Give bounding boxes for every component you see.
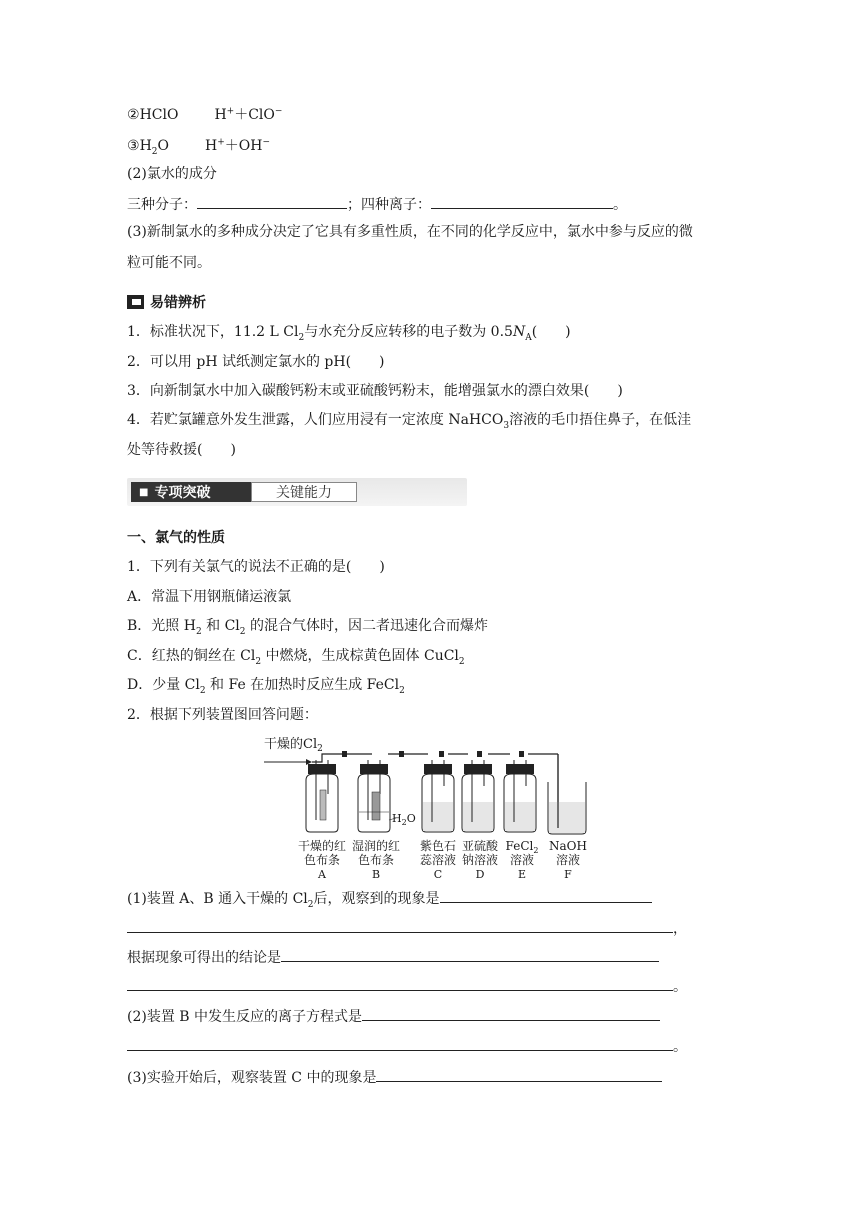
question-text: (3)实验开始后，观察装置 C 中的现象是 [127,1070,377,1086]
item-text: 4．若贮氯罐意外发生泄露，人们应用浸有一定浓度 NaHCO [127,412,504,428]
eq-rhs-h: H [205,138,218,154]
eq-lhs-tail: O [157,138,169,154]
svg-text:NaOH: NaOH [549,839,587,853]
molecules-label: 三种分子： [127,197,197,213]
note3-line2: 粒可能不同。 [127,255,211,271]
ions-label: ；四种离子： [347,197,431,213]
item-text: 标准状况下，11.2 L Cl [149,324,299,340]
bottle-e [504,760,536,832]
svg-text:色布条: 色布条 [303,853,341,867]
svg-text:干燥的红: 干燥的红 [297,839,347,853]
svg-text:钠溶液: 钠溶液 [461,853,499,867]
eq-plus: ＋ [224,138,239,154]
q2-sub2-line [127,1006,660,1027]
question-text: 后，观察到的现象是 [313,891,440,907]
svg-text:亚硫酸: 亚硫酸 [461,839,499,853]
error-item-2: 2．可以用 pH 试纸测定氯水的 pH( ) [127,354,385,370]
water-label: $H_2O$ [392,812,416,827]
apparatus-diagram [258,730,598,880]
banner-right: 关键能力 [251,482,357,502]
eq-sup: + [226,106,235,117]
answer-blank[interactable] [281,947,659,962]
answer-blank[interactable] [127,1036,673,1051]
eq-rhs-oh: OH [238,138,263,154]
q1-option-d [127,675,405,695]
question-text: (1)装置 A、B 通入干燥的 Cl [127,891,308,907]
answer-blank[interactable] [127,976,673,991]
error-item-1 [127,322,571,342]
section-banner [127,478,467,506]
ions-blank[interactable] [431,194,613,209]
answer-bracket[interactable]: ( ) [531,324,571,340]
q1-stem: 1．下列有关氯气的说法不正确的是( ) [127,559,385,575]
error-item-4-line1 [127,410,691,430]
comma: ， [673,921,687,937]
svg-text:湿润的红: 湿润的红 [351,839,401,853]
bottle-b [358,760,396,832]
question-text: (2)装置 B 中发生反应的离子方程式是 [127,1009,363,1025]
svg-text:溶液: 溶液 [555,853,581,867]
composition-fill-line [127,194,627,215]
eq-lhs: H [139,138,152,154]
svg-text:蕊溶液: 蕊溶液 [419,853,457,867]
banner-left: ■ 专项突破 [131,482,251,502]
eq-number: ② [127,107,140,123]
q1-option-b [127,616,488,636]
error-item-3: 3．向新制氯水中加入碳酸钙粉末或亚硫酸钙粉末，能增强氯水的漂白效果( ) [127,383,623,399]
error-item-4-line2: 处等待救援( ) [127,442,236,458]
svg-text:溶液: 溶液 [509,853,535,867]
answer-blank[interactable] [440,888,652,903]
note3-line1: (3)新制氯水的多种成分决定了它具有多重性质，在不同的化学反应中，氯水中参与反应的微 [127,224,693,240]
subscript: 2 [307,899,314,910]
answer-blank[interactable] [127,918,673,933]
q2-sub2-continuation [127,1036,687,1057]
bottle-labels [298,838,587,880]
q2-sub1-continuation [127,918,687,939]
eq-sup: − [262,137,270,148]
eq-number: ③ [127,138,140,154]
avogadro-symbol: N [512,324,526,340]
subscript: A [525,332,532,343]
svg-text:FeCl2: FeCl$_2$ [505,839,539,855]
period: 。 [673,979,687,995]
bottle-d [462,760,494,832]
bottle-a [306,760,338,832]
option-text: 的混合气体时，因二者迅速化合而爆炸 [245,618,488,634]
option-text: D．少量 Cl [127,677,200,693]
q2-sub3-line [127,1067,662,1088]
period: 。 [673,1039,687,1055]
item-text: 溶液的毛巾捂住鼻子，在低洼 [509,412,692,428]
item-number: 1． [127,324,150,340]
subscript: 2 [458,656,465,667]
subscript: 2 [255,656,262,667]
option-text: 中燃烧，生成棕黄色固体 CuCl [261,648,459,664]
subscript: 2 [239,626,246,637]
error-section-heading [127,291,206,313]
svg-text:B: B [371,868,381,880]
option-text: 和 Cl [201,618,240,634]
option-text: C．红热的铜丝在 Cl [127,648,256,664]
option-text: B．光照 H [127,618,196,634]
q2-sub1-conclusion [127,947,659,968]
eq-sub: 2 [151,146,158,157]
q2-sub1-line [127,888,652,909]
answer-blank[interactable] [376,1067,662,1082]
eq-sup: + [217,137,225,148]
banner-left-label: 专项突破 [154,485,211,501]
eq-rhs-h: H [214,107,227,123]
subscript: 2 [298,332,305,343]
q1-option-c [127,646,465,666]
svg-text:色布条: 色布条 [357,853,395,867]
svg-text:E: E [517,868,527,880]
molecules-blank[interactable] [197,194,347,209]
subscript: 3 [503,420,510,431]
subscript: 2 [195,626,202,637]
inlet-label: 干燥的$Cl_2$ [264,737,323,754]
answer-blank[interactable] [362,1006,660,1021]
section-title: 易错辨析 [150,295,206,311]
eq-lhs: HClO [139,107,179,123]
svg-text:A: A [318,868,326,880]
equation-h2o [127,136,270,156]
option-text: 和 Fe 在加热时反应生成 FeCl [205,677,400,693]
subscript: 2 [399,685,405,696]
question-text: 根据现象可得出的结论是 [127,950,281,966]
item-text: 与水充分反应转移的电子数为 0.5 [304,324,513,340]
part1-heading: 一、氯气的性质 [127,530,225,546]
eq-rhs-clo: ClO [248,107,275,123]
bottle-c [422,760,454,832]
q1-option-a: A．常温下用钢瓶储运液氯 [127,589,292,605]
svg-text:F: F [564,868,572,880]
q2-stem: 2．根据下列装置图回答问题： [127,707,318,723]
subscript: 2 [199,685,206,696]
eq-sup: − [274,106,283,117]
composition-heading: (2)氯水的成分 [127,166,217,182]
section-marker-icon [127,295,144,309]
eq-plus: ＋ [234,107,249,123]
beaker-f [548,754,586,834]
period: 。 [613,197,627,213]
svg-text:C: C [433,868,443,880]
equation-hclo [127,105,282,125]
q2-sub1-conclusion-continuation [127,976,687,997]
svg-text:紫色石: 紫色石 [419,839,457,853]
svg-text:D: D [475,868,485,880]
